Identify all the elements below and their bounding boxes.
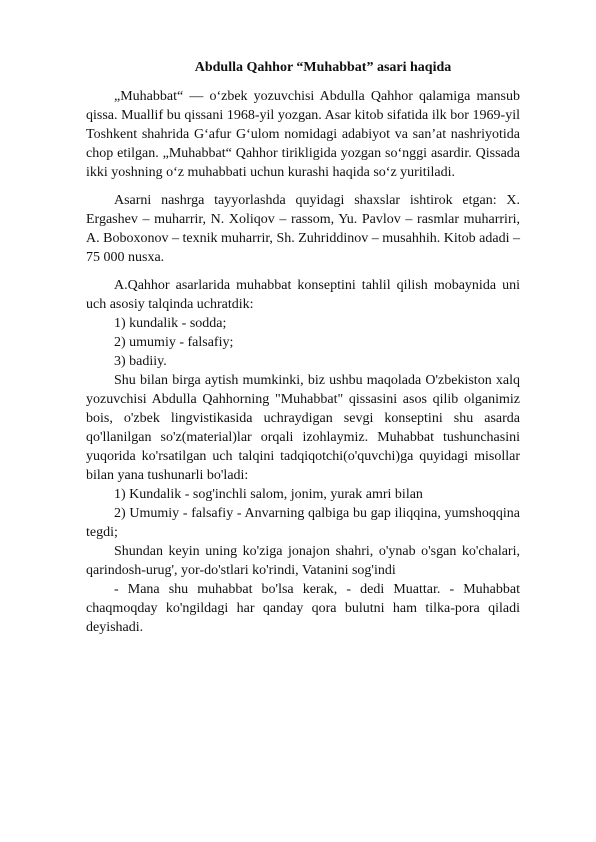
list-item: 1) kundalik - sodda; <box>114 316 227 331</box>
document-title: Abdulla Qahhor “Muhabbat” asari haqida <box>194 60 452 75</box>
paragraph-intro: „Muhabbat“ — o‘zbek yozuvchisi Abdulla Qahhor qalamiga mansub qissa. Muallif bu qissani 1968-yil yozgan. Asar kitob sifatida ilk bor 1969-yil Toshkent shahrida G‘afur G‘ulom nomidagi adabiyot va san’at nashriyotida chop etilgan. „Muhabbat“ Qahhor tirikligida yozgan so‘nggi asardir. Qissada ikki yoshning o‘z muhabbati uchun kurashi haqida so‘z yuritiladi. <box>86 89 520 180</box>
paragraph-interpretations: A.Qahhor asarlarida muhabbat konseptini tahlil qilish mobaynida uni uch asosiy talqinda uchratdik: <box>86 278 520 312</box>
document-page <box>86 58 520 637</box>
paragraph-dialogue: - Mana shu muhabbat bo'lsa kerak, - dedi Muattar. - Muhabbat chaqmoqday ko'ngildagi har qanday qora bulutni ham tilka-pora qiladi deyishadi. <box>86 582 520 635</box>
paragraph-contributors: Asarni nashrga tayyorlashda quyidagi shaxslar ishtirok etgan: X. Ergashev – muharrir, N. Xoliqov – rassom, Yu. Pavlov – rasmlar muharriri, A. Boboxonov – texnik muharrir, Sh. Zuhriddinov – musahhih. Kitob adadi – 75 000 nusxa. <box>86 193 520 265</box>
example-item: 1) Kundalik - sog'inchli salom, jonim, yurak amri bilan <box>114 487 423 502</box>
example-item: 2) Umumiy - falsafiy - Anvarning qalbiga bu gap iliqqina, yumshoqqina tegdi; <box>86 506 520 540</box>
list-item: 3) badiiy. <box>114 354 167 369</box>
paragraph-quote: Shundan keyin uning ko'ziga jonajon shahri, o'ynab o'sgan ko'chalari, qarindosh-urug', yor-do'stlari ko'rindi, Vatanini sog'indi <box>86 544 520 578</box>
paragraph-analysis: Shu bilan birga aytish mumkinki, biz ushbu maqolada O'zbekiston xalq yozuvchisi Abdulla Qahhorning "Muhabbat" qissasini asos qilib olganimiz bois, o'zbek lingvistikasida uchraydigan sevgi konseptini shu asarda qo'llanilgan so'z(material)lar orqali izohlaymiz. Muhabbat tushunchasini yuqorida ko'rsatilgan uch talqini tadqiqotchi(o'quvchi)ga quyidagi misollar bilan yana tushunarli bo'ladi: <box>86 373 520 483</box>
list-item: 2) umumiy - falsafiy; <box>114 335 234 350</box>
